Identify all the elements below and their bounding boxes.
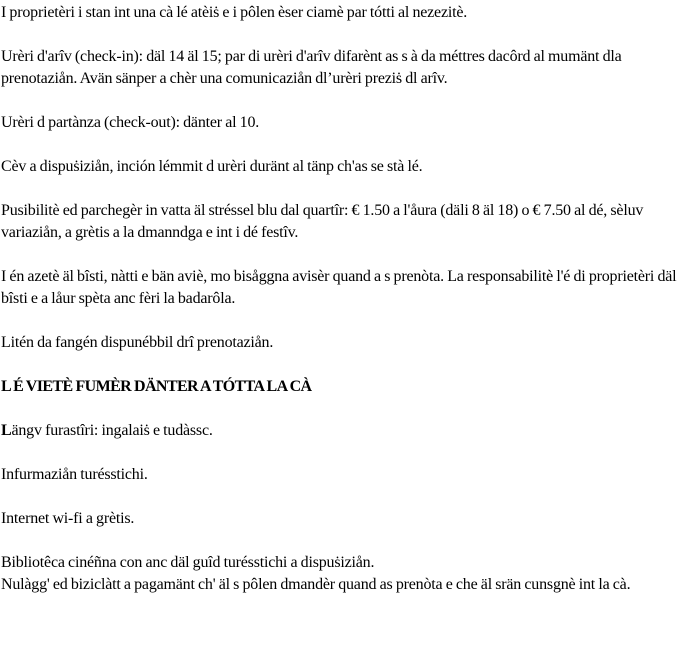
bike-rental-paragraph: Nulàgg' ed biziclàtt a pagamänt ch' äl s pôlen dmandèr quand as prenòta e che äl srän cunsgnè int la cà.: [1, 576, 631, 593]
no-smoking-heading: L É VIETÈ FUMÈR DÄNTER A TÓTTA LA CÀ: [1, 378, 312, 395]
languages-paragraph: [1, 420, 680, 442]
keys-paragraph: Cèv a dispuṡiziån, inción lémmit d urèri duränt al tänp ch'as se stà lé.: [1, 158, 423, 175]
library-paragraph: Bibliotêca cinéñna con anc däl guîd turésstichi a dispuṡiziån.: [1, 554, 375, 571]
parking-paragraph: Pusibilitè ed parchegèr in vatta äl stréssel blu dal quartîr: € 1.50 a l'åura (däli 8 äl 18) o € 7.50 al dé, sèluv variaziån, a grètis a la dmanndga e int i dé festîv.: [1, 202, 644, 241]
linen-paragraph: Litén da fangén dispunébbil drî prenotaziån.: [1, 334, 274, 351]
pets-paragraph: I én azetè äl bîsti, nàtti e bän aviè, mo bisåggna avisèr quand a s prenòta. La responsabilitè l'é di proprietèri däl bîsti e a låur spèta anc fèri la badarôla.: [1, 268, 677, 307]
languages-initial: L: [1, 422, 12, 439]
checkout-paragraph: Urèri d partànza (check-out): dänter al 10.: [1, 114, 260, 131]
languages-text: ängv furastîri: ingalaiṡ e tudàssc.: [11, 422, 213, 439]
wifi-paragraph: Internet wi-fi a grètis.: [1, 510, 135, 527]
checkin-paragraph: Urèri d'arîv (check-in): däl 14 äl 15; par di urèri d'arîv difarènt as s à da méttres dacôrd al mumänt dla prenotaziån. Avän sänper a chèr una comunicaziån dl’urèri preziṡ dl arîv.: [1, 48, 622, 87]
tourist-info-paragraph: Infurmaziån turésstichi.: [1, 466, 148, 483]
intro-paragraph: I proprietèri i stan int una cà lé atèiṡ e i pôlen èser ciamè par tótti al nezezitè.: [1, 4, 468, 21]
